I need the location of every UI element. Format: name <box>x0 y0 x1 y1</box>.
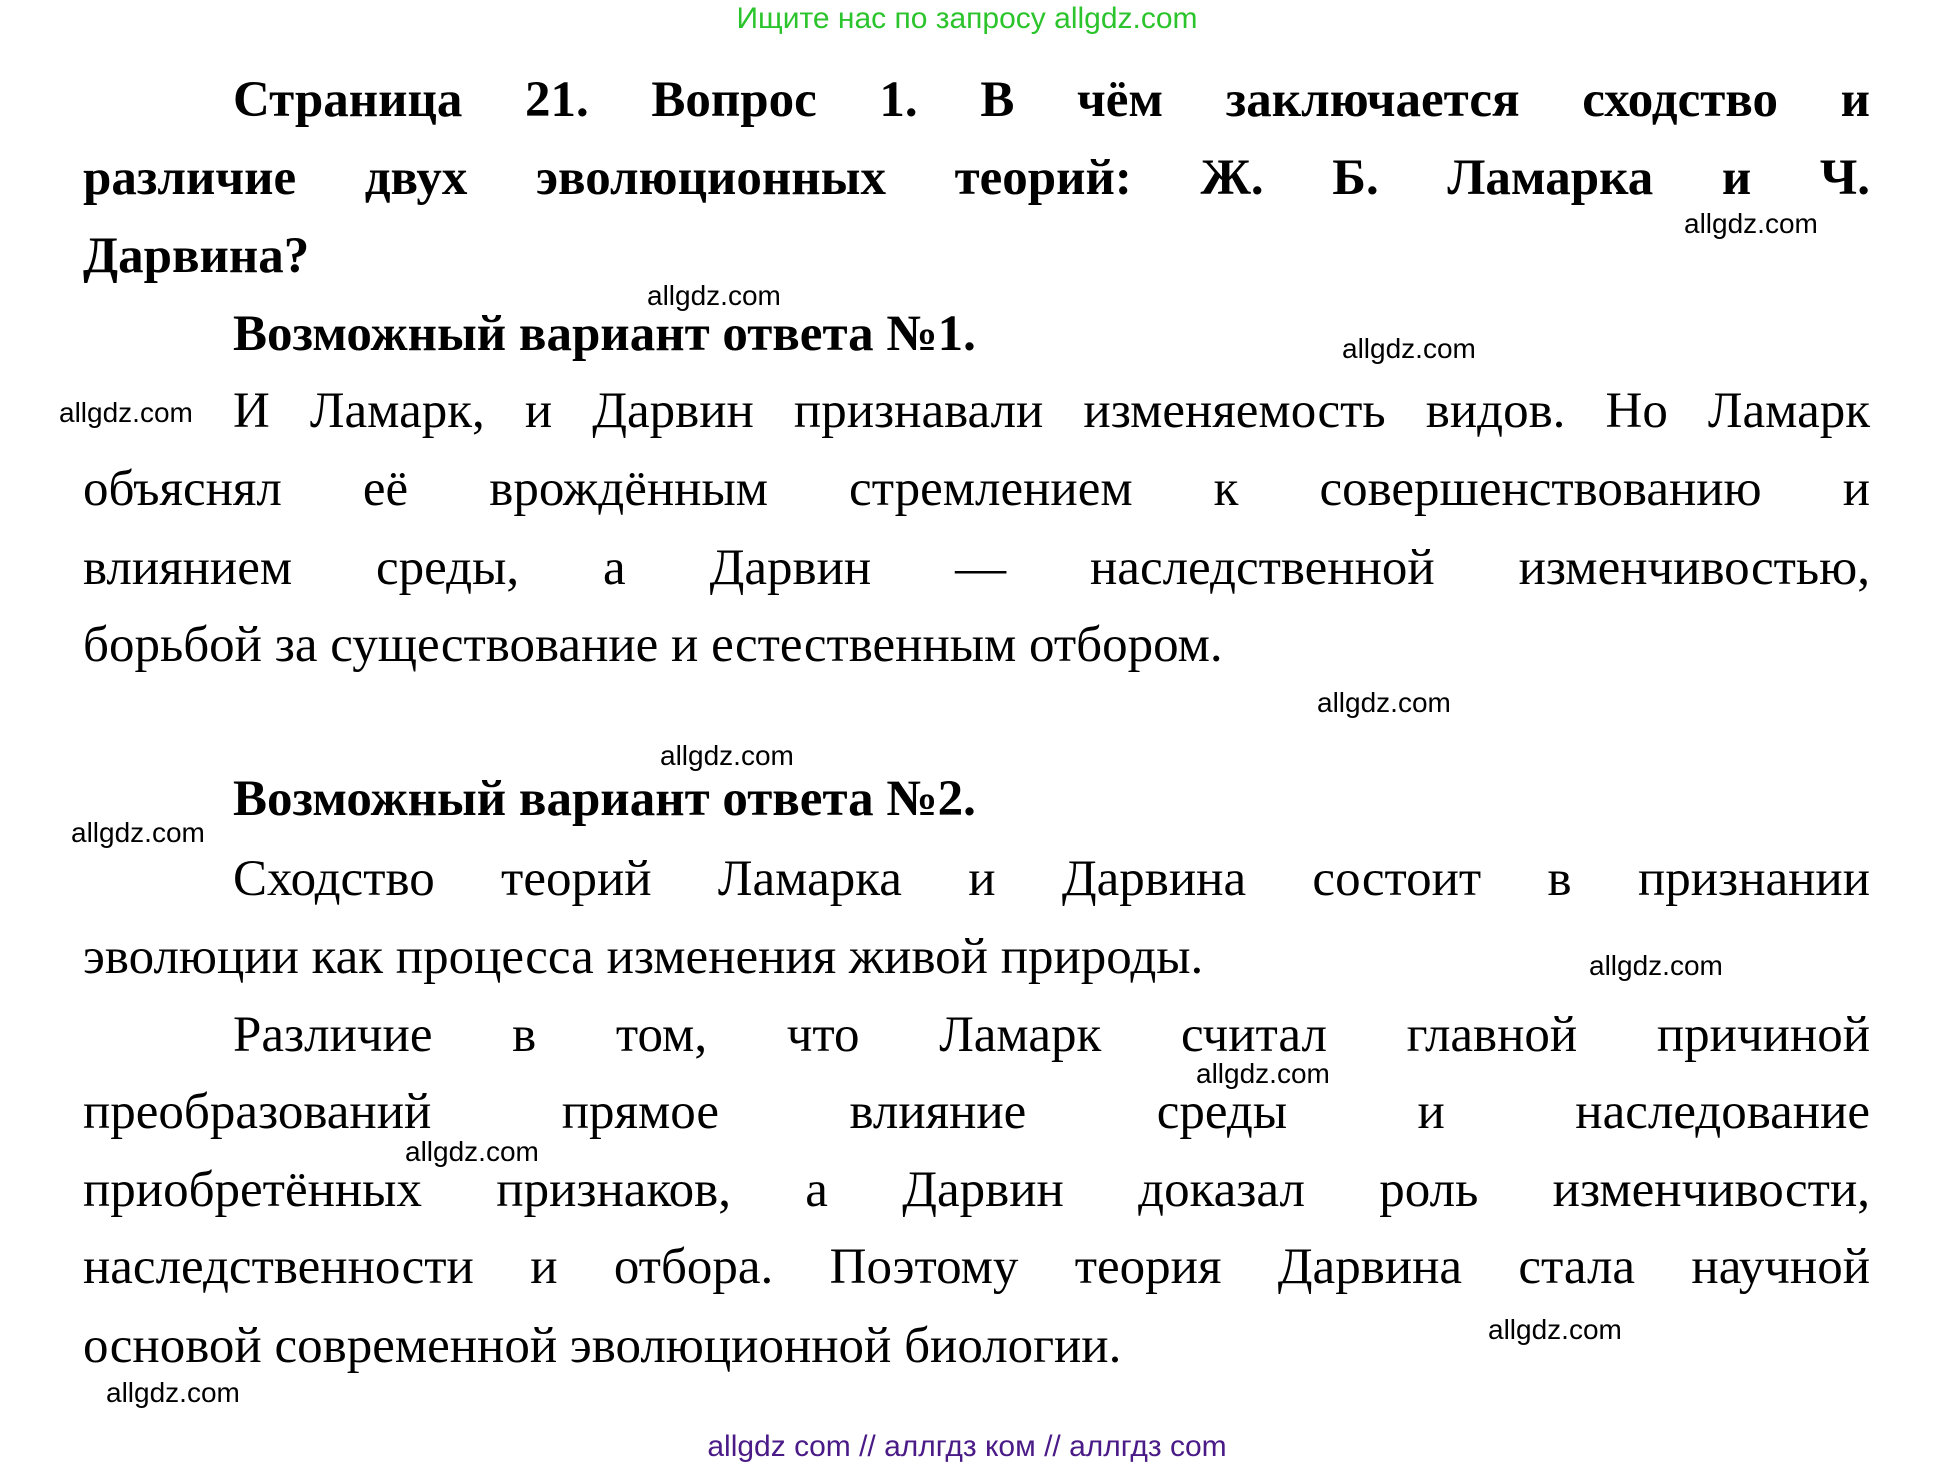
answer2-line: наследственности и отбора. Поэтому теория Дарвина стала научной <box>83 1239 1870 1295</box>
answer1-heading: Возможный вариант ответа №1. <box>233 306 976 362</box>
answer2-line: преобразований прямое влияние среды и наследование <box>83 1084 1870 1140</box>
answer2-heading: Возможный вариант ответа №2. <box>233 771 976 827</box>
footer-links: allgdz com // аллгдз ком // аллгдз com <box>707 1430 1227 1463</box>
watermark: allgdz.com <box>1589 950 1723 981</box>
answer1-line: влиянием среды, а Дарвин — наследственной изменчивостью, <box>83 540 1870 596</box>
watermark: allgdz.com <box>106 1377 240 1408</box>
watermark: allgdz.com <box>1488 1314 1622 1345</box>
answer1-line: И Ламарк, и Дарвин признавали изменяемость видов. Но Ламарк <box>233 383 1870 439</box>
watermark: allgdz.com <box>1342 333 1476 364</box>
answer1-line: борьбой за существование и естественным отбором. <box>83 617 1223 673</box>
search-banner: Ищите нас по запросу allgdz.com <box>736 2 1198 35</box>
answer2-line: основой современной эволюционной биологии. <box>83 1318 1122 1374</box>
question-line: различие двух эволюционных теорий: Ж. Б. Ламарка и Ч. <box>83 150 1870 206</box>
watermark: allgdz.com <box>1196 1058 1330 1089</box>
answer2-line: Различие в том, что Ламарк считал главной причиной <box>233 1007 1870 1063</box>
watermark: allgdz.com <box>660 740 794 771</box>
watermark: allgdz.com <box>59 397 193 428</box>
answer2-line: эволюции как процесса изменения живой природы. <box>83 929 1204 985</box>
question-line: Дарвина? <box>83 228 310 284</box>
answer2-line: приобретённых признаков, а Дарвин доказал роль изменчивости, <box>83 1162 1870 1218</box>
watermark: allgdz.com <box>647 280 781 311</box>
watermark: allgdz.com <box>1317 687 1451 718</box>
watermark: allgdz.com <box>1684 208 1818 239</box>
answer2-line: Сходство теорий Ламарка и Дарвина состоит в признании <box>233 851 1870 907</box>
question-line: Страница 21. Вопрос 1. В чём заключается сходство и <box>233 72 1870 128</box>
answer1-line: объяснял её врождённым стремлением к совершенствованию и <box>83 461 1870 517</box>
watermark: allgdz.com <box>405 1136 539 1167</box>
watermark: allgdz.com <box>71 817 205 848</box>
